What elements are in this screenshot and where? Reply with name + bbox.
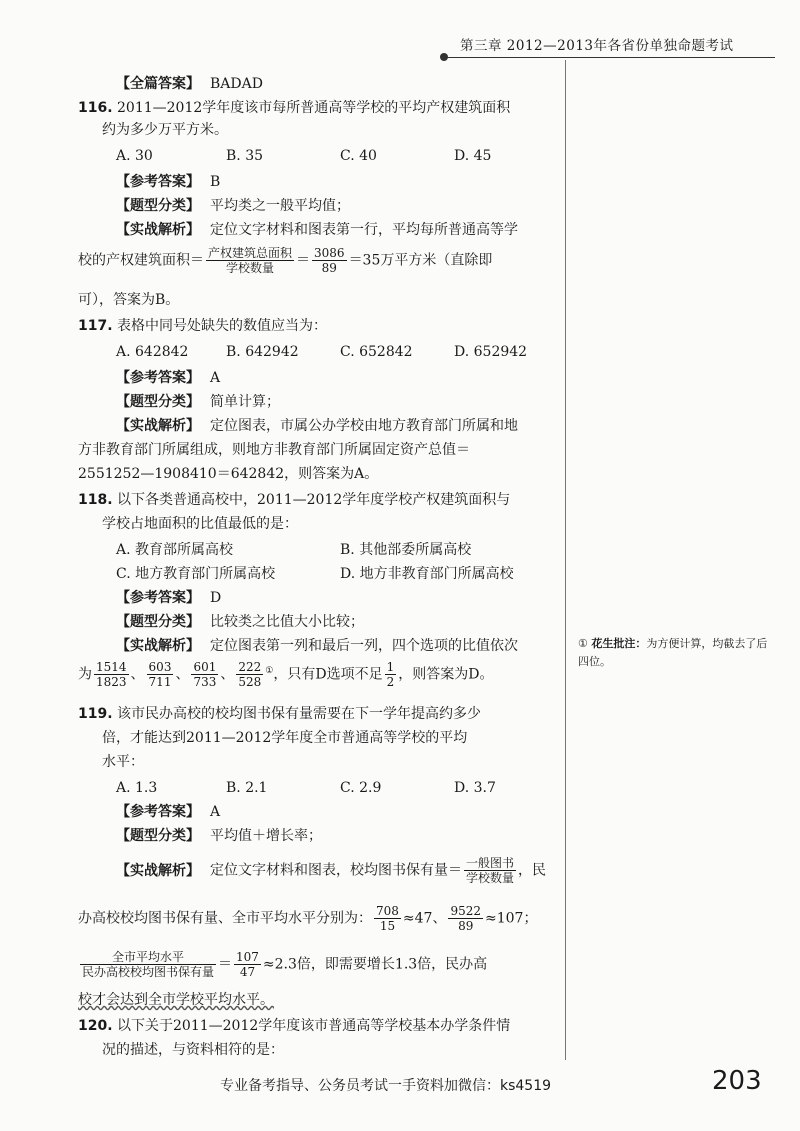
question-120: 120. 以下关于2011—2012学年度该市普通高等学校基本办学条件情	[78, 1018, 511, 1034]
option-c: C. 地方教育部门所属高校	[116, 566, 276, 582]
options-119	[78, 778, 558, 798]
analysis-116: 【实战解析】 定位文字材料和图表第一行，平均每所普通高等学	[116, 222, 518, 238]
analysis-119-formula: $\frac{\text{全市平均水平}}{\text{民办高校校均图书保有量}}$ ＝ $\frac{107}{47}$ ≈2.3倍，即需要增长1.3倍，民办高	[82, 950, 488, 979]
option-b: B. 642942	[226, 344, 299, 360]
fraction: $\frac{601}{733}$	[193, 660, 217, 689]
option-d: D. 45	[454, 148, 492, 164]
option-a: A. 教育部所属高校	[116, 542, 234, 558]
question-116-cont: 约为多少万平方米。	[102, 122, 228, 138]
option-a: A. 642842	[116, 344, 189, 360]
question-text: 2011—2012学年度该市每所普通高等学校的平均产权建筑面积	[117, 100, 511, 116]
answer-117: 【参考答案】 A	[116, 370, 221, 386]
option-b: B. 其他部委所属高校	[340, 542, 472, 558]
fraction: $\frac{1514}{1823}$	[96, 660, 127, 689]
question-number: 116.	[78, 100, 113, 116]
analysis-119-end: 校才会达到全市学校平均水平。	[78, 992, 274, 1008]
full-answer-line	[116, 74, 263, 94]
analysis-116-end: 可），答案为B。	[78, 292, 180, 308]
fraction: $\frac{\text{一般图书}}{\text{学校数量}}$	[466, 856, 515, 885]
margin-rule	[565, 60, 566, 1060]
option-c: C. 40	[340, 148, 377, 164]
fraction: $\frac{1}{2}$	[386, 660, 395, 689]
fraction: $\frac{9522}{89}$	[450, 904, 481, 933]
option-d: D. 652942	[454, 344, 528, 360]
note-text: 为方便计算，均截去了后四位。	[578, 637, 768, 668]
answer-119: 【参考答案】 A	[116, 804, 221, 820]
header-rule	[445, 57, 775, 58]
option-c: C. 2.9	[340, 780, 382, 796]
fraction: $\frac{\text{全市平均水平}}{\text{民办高校校均图书保有量}}$	[82, 950, 215, 979]
options-117	[78, 342, 558, 362]
fraction: $\frac{107}{47}$	[236, 950, 259, 979]
option-b: B. 35	[226, 148, 264, 164]
side-note	[578, 635, 778, 671]
type-118: 【题型分类】 比较类之比值大小比较；	[116, 614, 364, 630]
analysis-119-cont: 办高校校均图书保有量、全市平均水平分别为： $\frac{708}{15}$ ≈47、 $\frac{9522}{89}$ ≈107；	[78, 904, 538, 933]
question-118: 118. 以下各类普通高校中，2011—2012学年度学校产权建筑面积与	[78, 492, 511, 508]
analysis-119: 【实战解析】 定位文字材料和图表，校均图书保有量＝ $\frac{\text{一般图书}}{\text{学校数量}}$ ，民	[116, 856, 547, 885]
fraction: $\frac{708}{15}$	[376, 904, 399, 933]
option-b: B. 2.1	[226, 780, 268, 796]
question-116	[78, 98, 510, 118]
option-d: D. 地方非教育部门所属高校	[340, 566, 514, 582]
type-117: 【题型分类】 简单计算；	[116, 394, 280, 410]
question-118-cont: 学校占地面积的比值最低的是：	[102, 516, 298, 532]
option-d: D. 3.7	[454, 780, 496, 796]
question-119-cont: 倍，才能达到2011—2012学年度全市普通高等学校的平均	[102, 730, 468, 746]
analysis-117: 【实战解析】 定位图表，市属公办学校由地方教育部门所属和地	[116, 418, 518, 434]
options-118-row2	[78, 564, 558, 584]
analysis-118-fractions: 为 $\frac{1514}{1823}$ 、 $\frac{603}{711}$ 、 $\frac{601}{733}$ 、 $\frac{222}{528}$ ①，只有D选项不足 $\frac{1}{2}$ ，则答案为D。	[78, 660, 494, 689]
chapter-header: 第三章 2012—2013年各省份单独命题考试	[460, 38, 734, 54]
question-119: 119. 该市民办高校的校均图书保有量需要在下一学年提高约多少	[78, 706, 481, 722]
analysis-116-formula: 校的产权建筑面积＝ $\frac{\text{产权建筑总面积}}{\text{学校数量}}$ ＝ $\frac{3086}{89}$ ＝35万平方米（直除即	[78, 246, 493, 275]
type-119: 【题型分类】 平均值＋增长率；	[116, 828, 322, 844]
option-c: C. 652842	[340, 344, 413, 360]
analysis-117-end: 2551252—1908410＝642842，则答案为A。	[78, 466, 379, 482]
fraction: $\frac{222}{528}$	[238, 660, 262, 689]
footnote-marker: ①	[265, 665, 274, 676]
full-answer-label: 【全篇答案】	[116, 76, 200, 92]
note-title: 花生批注：	[591, 637, 647, 650]
full-answer-value: BADAD	[210, 76, 263, 92]
answer-116: 【参考答案】 B	[116, 174, 221, 190]
page-number: 203	[712, 1066, 762, 1096]
note-marker: ①	[578, 637, 588, 650]
fraction: $\frac{603}{711}$	[148, 660, 172, 689]
question-117: 117. 表格中同号处缺失的数值应当为：	[78, 318, 327, 334]
question-120-cont: 况的描述，与资料相符的是：	[102, 1042, 284, 1058]
footer-text: 专业备考指导、公务员考试一手资料加微信：ks4519	[220, 1078, 552, 1094]
answer-118: 【参考答案】 D	[116, 590, 222, 606]
question-119-cont2: 水平：	[102, 754, 144, 770]
analysis-117-cont: 方非教育部门所属组成，则地方非教育部门所属固定资产总值＝	[78, 442, 470, 458]
option-a: A. 30	[116, 148, 153, 164]
options-118-row1	[78, 540, 558, 560]
option-a: A. 1.3	[116, 780, 158, 796]
type-116: 【题型分类】 平均类之一般平均值；	[116, 198, 350, 214]
options-116	[78, 146, 558, 166]
fraction: $\frac{3086}{89}$	[314, 246, 345, 275]
analysis-118: 【实战解析】 定位图表第一列和最后一列，四个选项的比值依次	[116, 638, 518, 654]
fraction: $\frac{\text{产权建筑总面积}}{\text{学校数量}}$	[208, 246, 293, 275]
